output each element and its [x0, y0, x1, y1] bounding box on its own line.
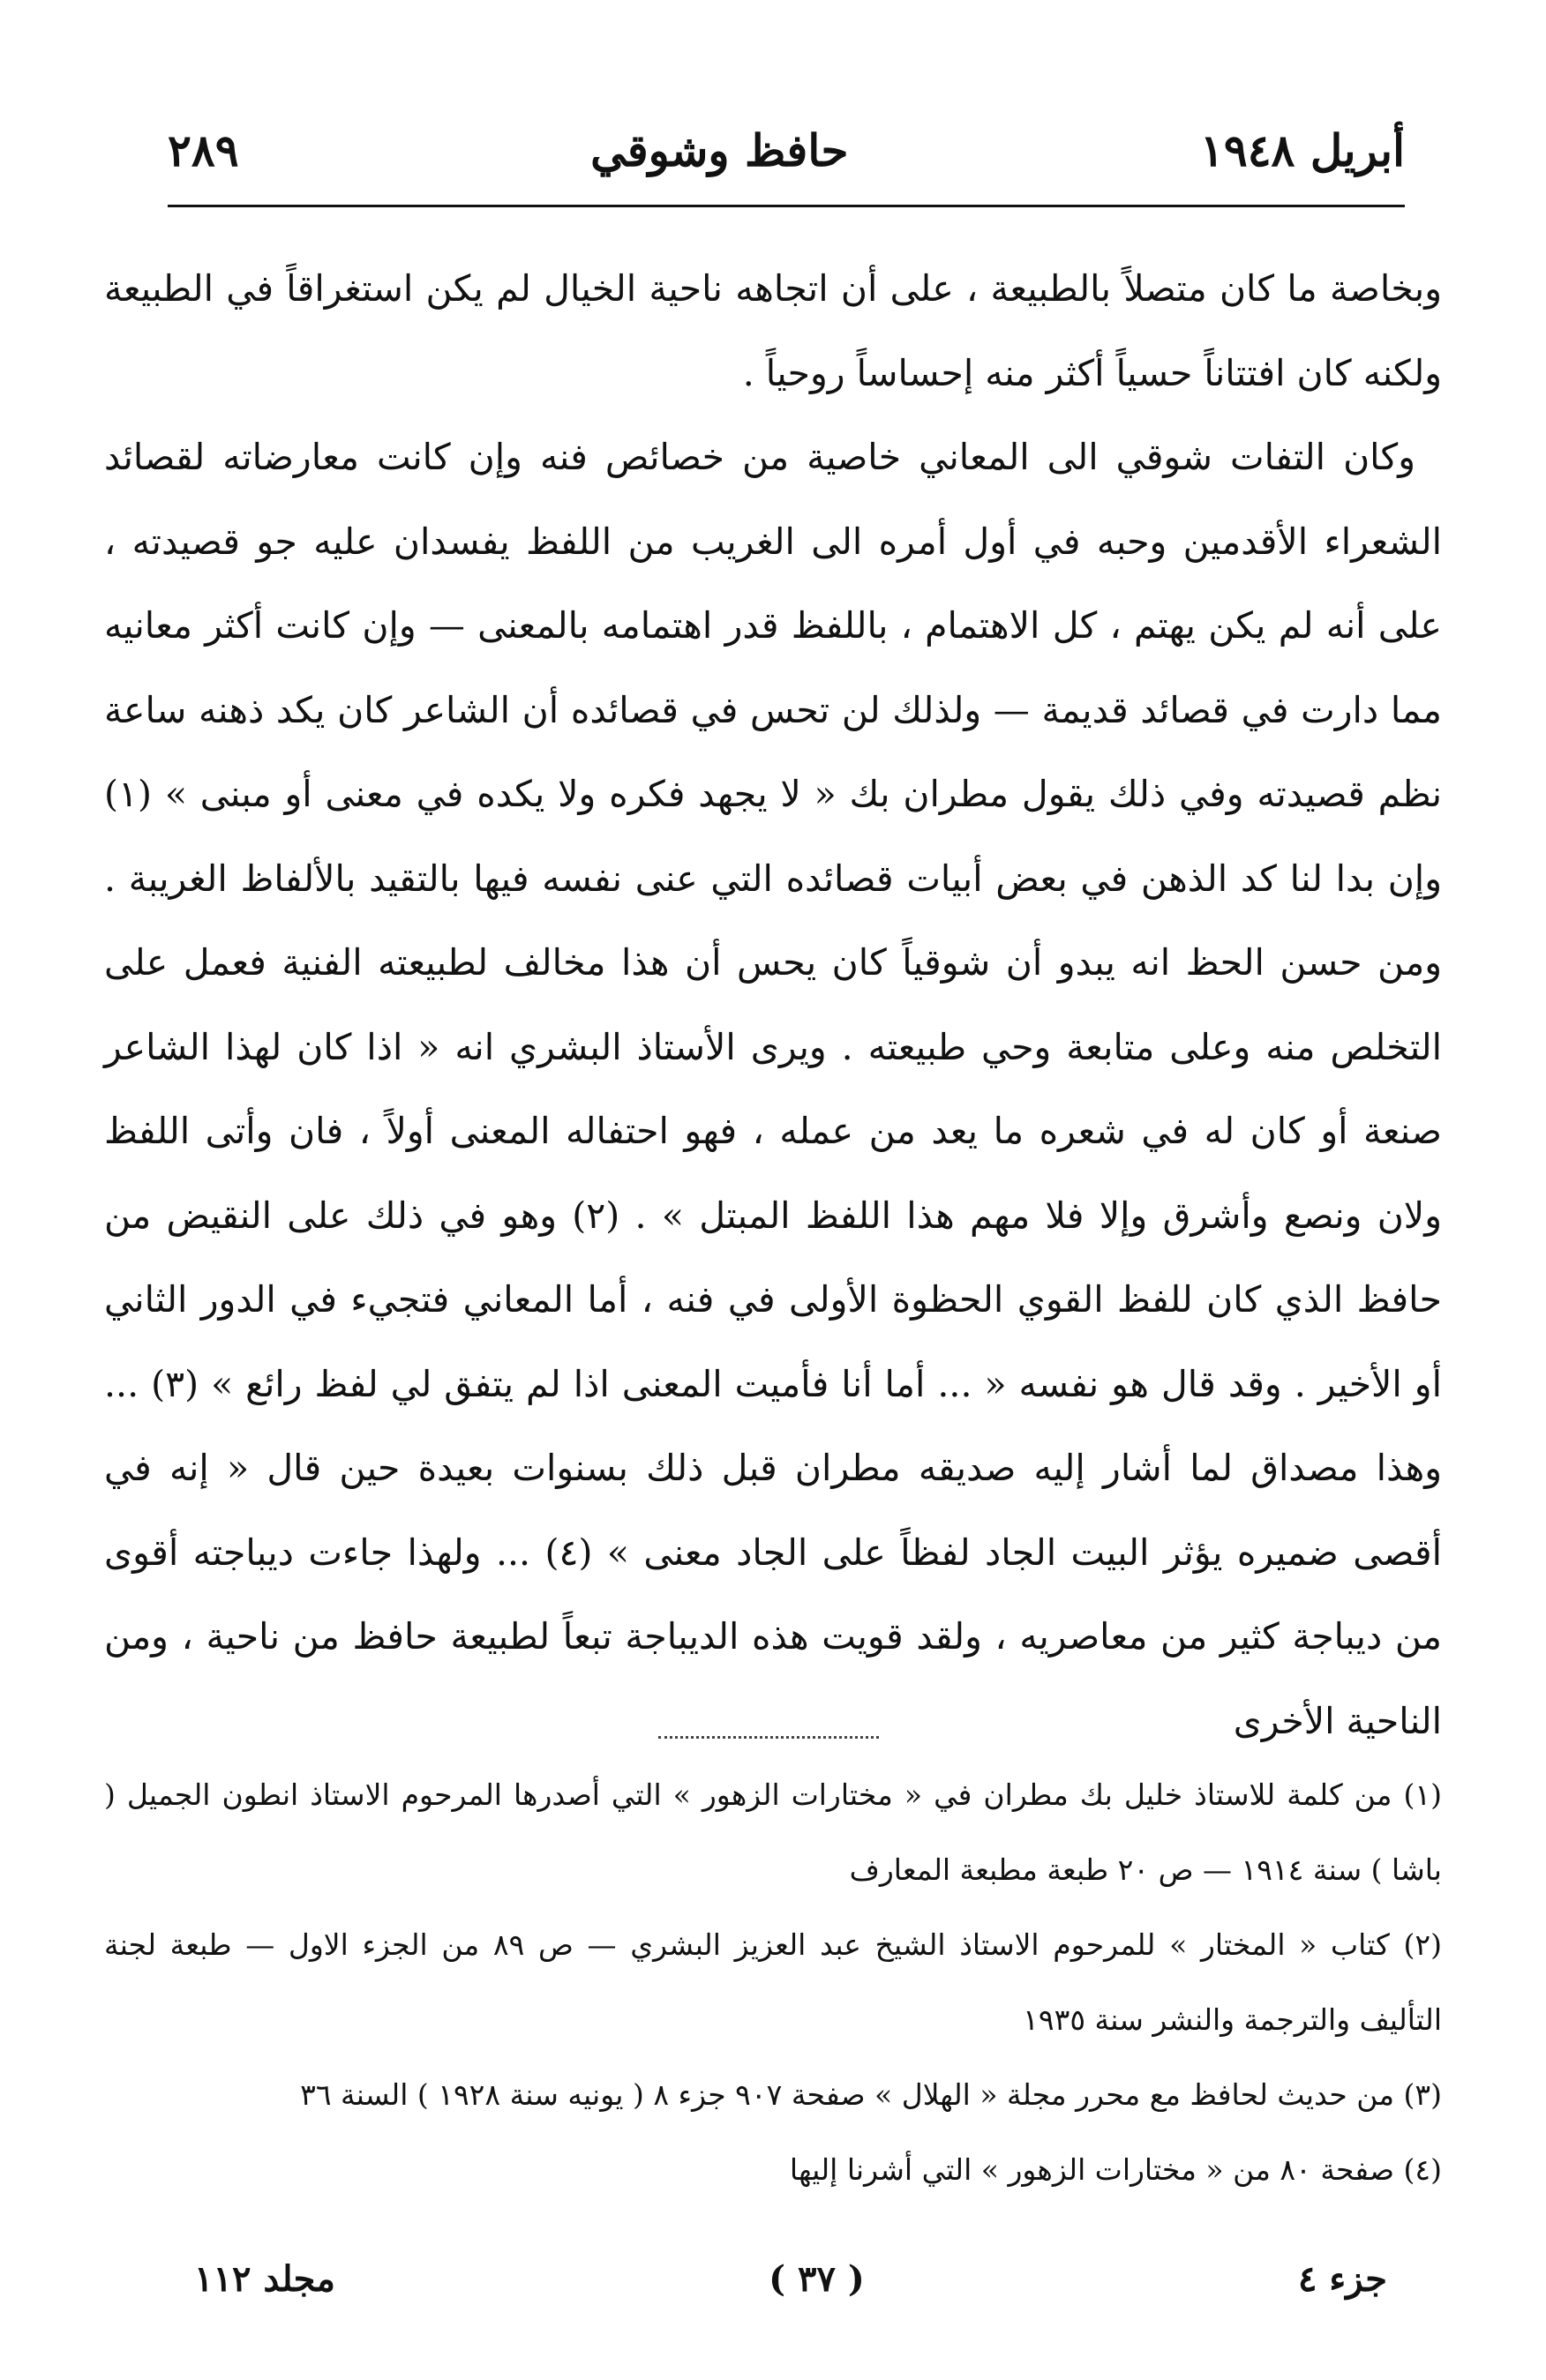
running-header [168, 115, 1405, 185]
footnotes [104, 1757, 1442, 2207]
body-text [104, 247, 1442, 1763]
footnote-separator [658, 1736, 879, 1739]
header-page-number: ٢٨٩ [168, 123, 239, 176]
footer-center: ( ٣٧ ) [769, 2257, 865, 2300]
header-date: أبريل ١٩٤٨ [1199, 123, 1405, 176]
footer-part: جزء ٤ [1297, 2257, 1387, 2300]
footnote: (١) من كلمة للاستاذ خليل بك مطران في « مختارات الزهور » التي أصدرها المرحوم الاستاذ انطون الجميل ( باشا ) سنة ١٩١٤ — ص ٢٠ طبعة مطبعة المعارف [104, 1778, 1442, 1887]
header-rule [168, 205, 1405, 207]
header-title: حافظ وشوقي [590, 123, 849, 176]
running-footer [194, 2248, 1387, 2309]
footnote: (٤) صفحة ٨٠ من « مختارات الزهور » التي أشرنا إليها [789, 2152, 1442, 2187]
body-paragraph: وبخاصة ما كان متصلاً بالطبيعة ، على أن اتجاهه ناحية الخيال لم يكن استغراقاً في الطبيعة ولكنه كان افتتاناً حسياً أكثر منه إحساساً روحياً . [104, 267, 1442, 394]
body-paragraph: وكان التفات شوقي الى المعاني خاصية من خصائص فنه وإن كانت معارضاته لقصائد الشعراء الأقدمين وحبه في أول أمره الى الغريب من اللفظ يفسدان عليه جو قصيدته ، على أنه لم يكن يهتم ، كل الاهتمام ، باللفظ قدر اهتمامه بالمعنى — وإن كانت أكثر معانيه مما دارت في قصائد قديمة — ولذلك لن تحس في قصائده أن الشاعر كان يكد ذهنه ساعة نظم قصيدته وفي ذلك يقول مطران بك « لا يجهد فكره ولا يكده في معنى أو مبنى » (١) وإن بدا لنا كد الذهن في بعض أبيات قصائده التي عنى نفسه فيها بالتقيد بالألفاظ الغريبة . ومن حسن الحظ انه يبدو أن شوقياً كان يحس أن هذا مخالف لطبيعته الفنية فعمل على التخلص منه وعلى متابعة وحي طبيعته . ويرى الأستاذ البشري انه « اذا كان لهذا الشاعر صنعة أو كان له في شعره ما يعد من عمله ، فهو احتفاله المعنى أولاً ، فان وأتى اللفظ ولان ونصع وأشرق وإلا فلا مهم هذا اللفظ المبتل » . (٢) وهو في ذلك على النقيض من حافظ الذي كان للفظ القوي الحظوة الأولى في فنه ، أما المعاني فتجيء في الدور الثاني أو الأخير . وقد قال هو نفسه « ... أما أنا فأميت المعنى اذا لم يتفق لي لفظ رائع » (٣) ... وهذا مصداق لما أشار إليه صديقه مطران قبل ذلك بسنوات بعيدة حين قال « إنه في أقصى ضميره يؤثر البيت الجاد لفظاً على الجاد معنى » (٤) ... ولهذا جاءت ديباجته أقوى من ديباجة كثير من معاصريه ، ولقد قويت هذه الديباجة تبعاً لطبيعة حافظ من ناحية ، ومن الناحية الأخرى [104, 436, 1443, 1742]
footnote: (٢) كتاب « المختار » للمرحوم الاستاذ الشيخ عبد العزيز البشري — ص ٨٩ من الجزء الاول — طبعة لجنة التأليف والترجمة والنشر سنة ١٩٣٥ [104, 1927, 1442, 2037]
footer-volume: مجلد ١١٢ [194, 2257, 335, 2300]
footnote: (٣) من حديث لحافظ مع محرر مجلة « الهلال » صفحة ٩٠٧ جزء ٨ ( يونيه سنة ١٩٢٨ ) السنة ٣٦ [300, 2077, 1442, 2112]
